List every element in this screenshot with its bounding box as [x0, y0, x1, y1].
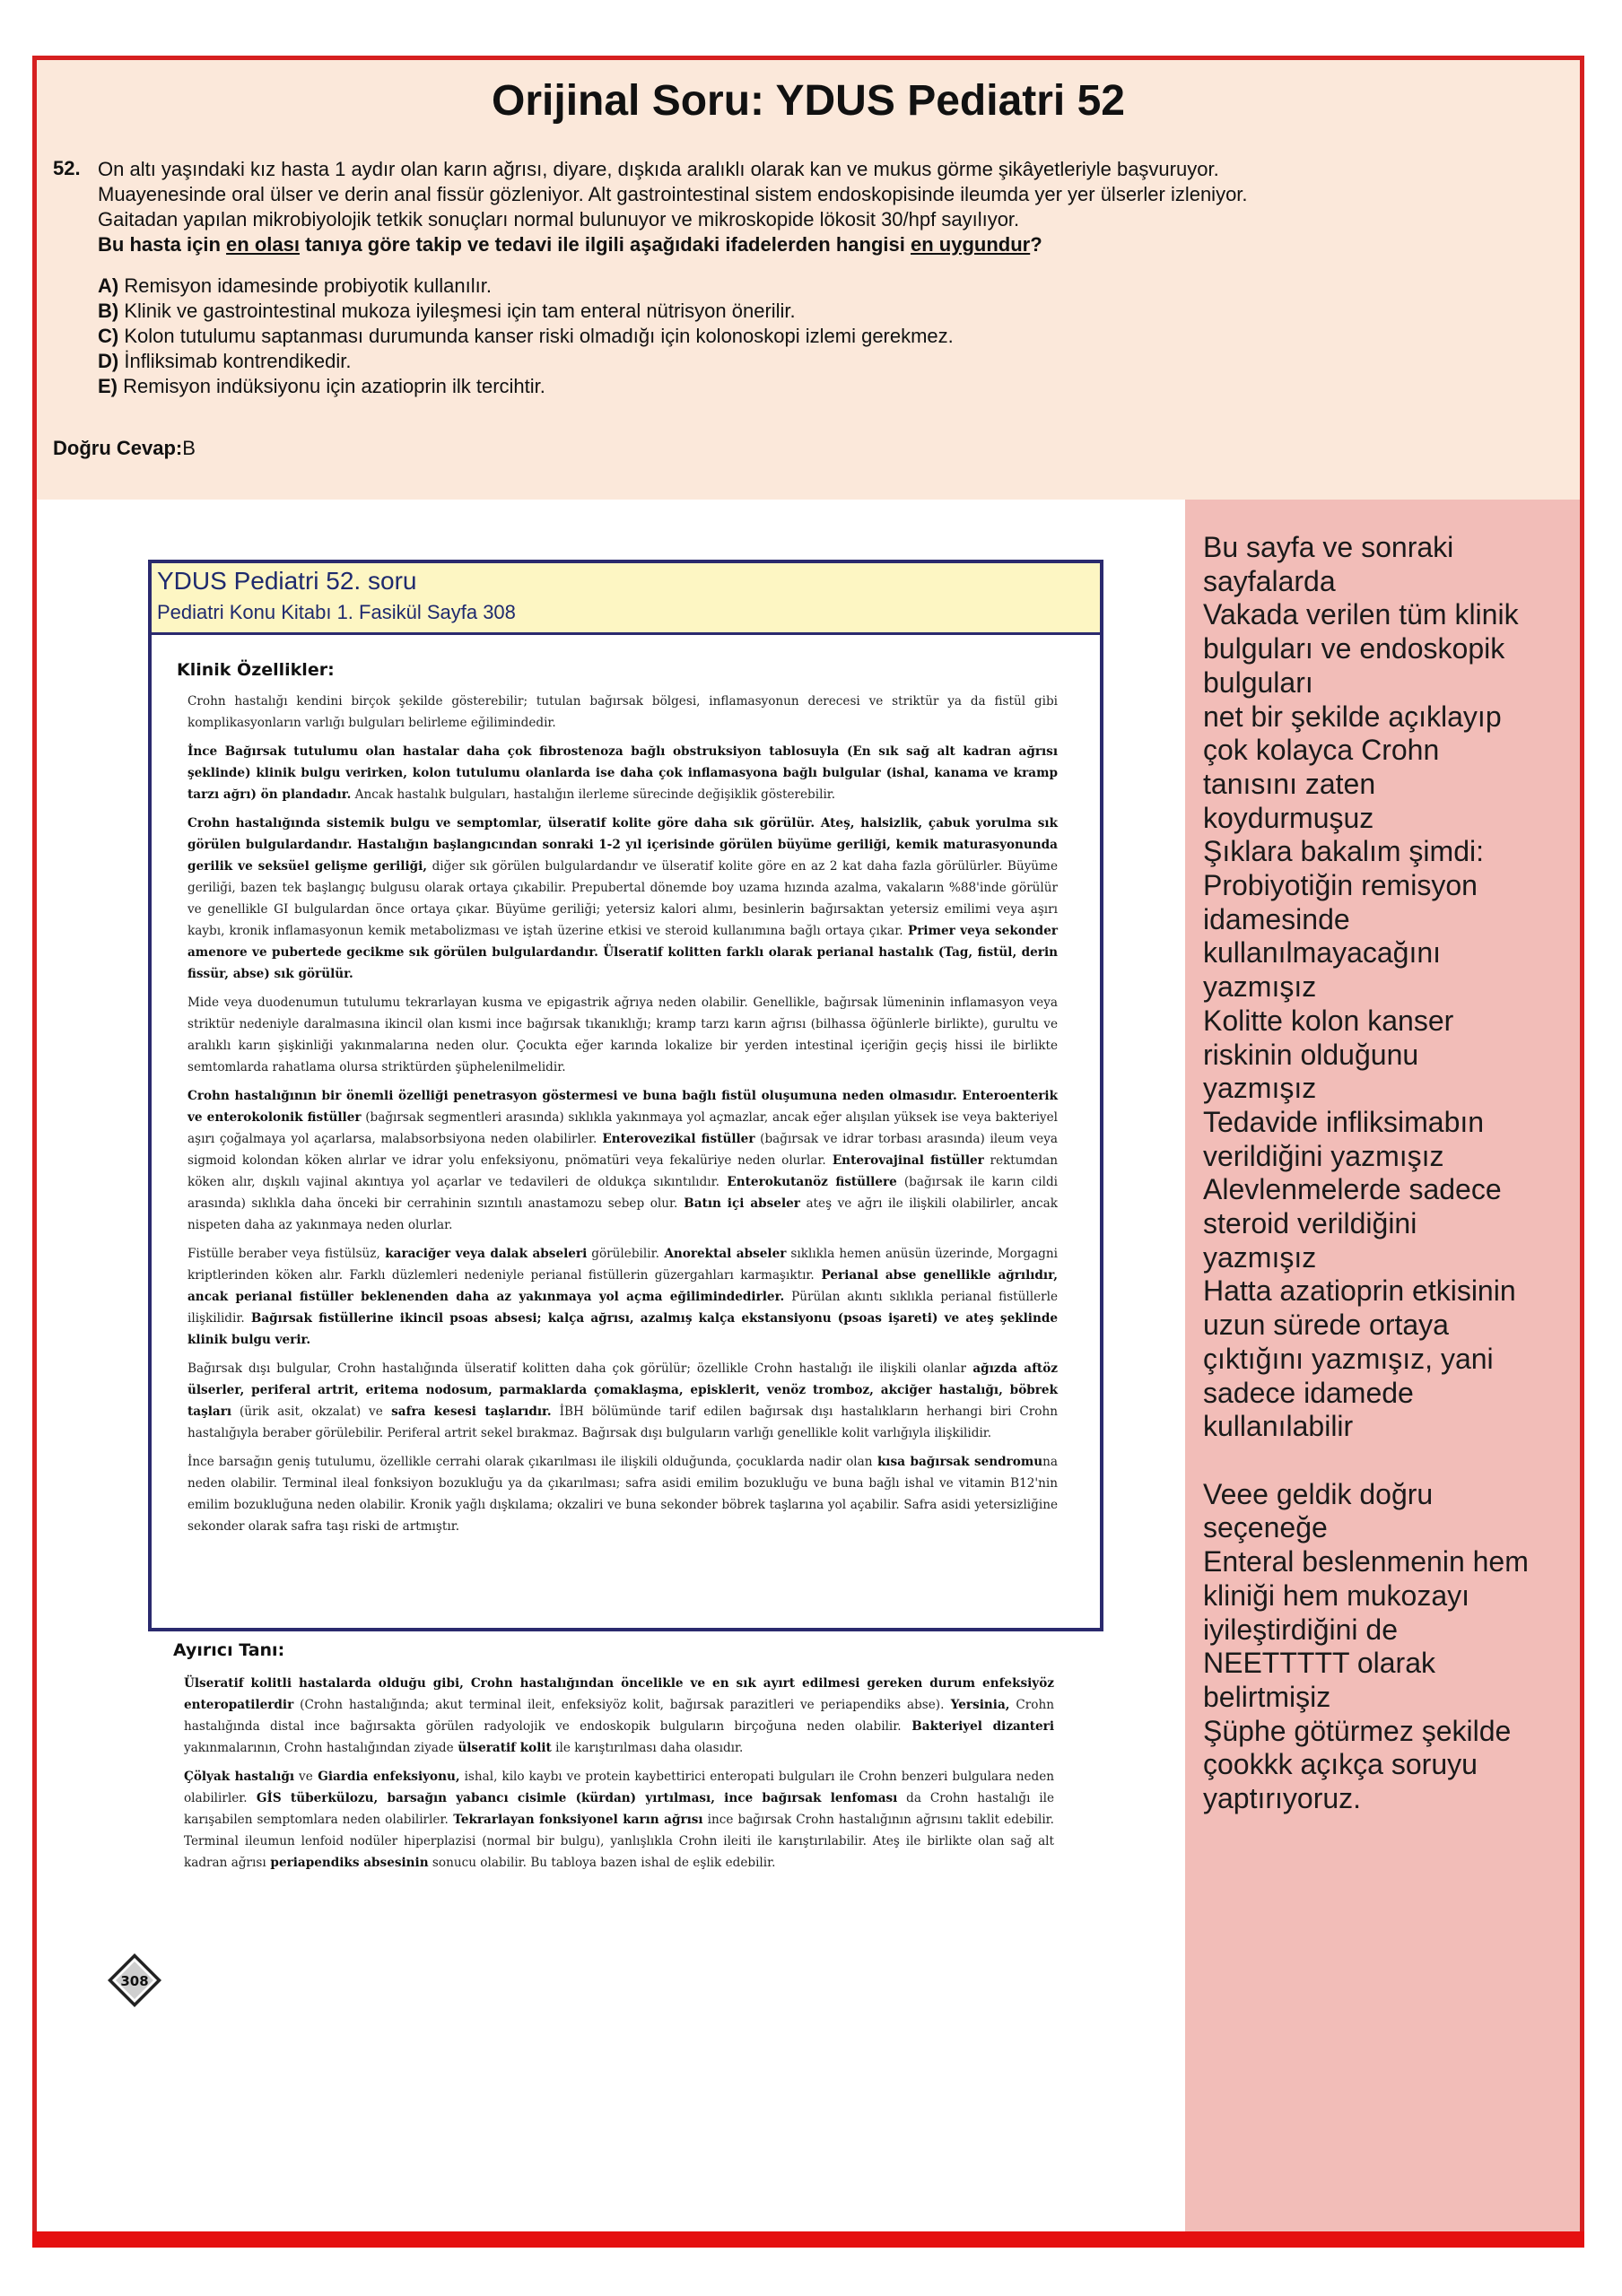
page-number-badge [107, 1952, 162, 2008]
book-paragraph: İnce Bağırsak tutulumu olan hastalar daha çok fibrostenoza bağlı obstruksiyon tablosuyla (En sık sağ alt kadran ağrısı şeklinde) klinik bulgu verirken, kolon tutulumu olanlarda ise daha çok inflamasyona bağlı bulgular (ishal, kanama ve kramp tarzı ağrı) ön plandadır. Ancak hastalık bulguları, hastalığın ilerleme sürecinde değişiklik gösterebilir. [187, 744, 1058, 802]
option-letter: B) [98, 300, 119, 322]
question-line: Gaitadan yapılan mikrobiyolojik tetkik sonuçları normal bulunuyor ve mikroskopide lökosit 30/hpf sayılıyor. [98, 208, 1020, 230]
prompt-underlined: en uygundur [910, 233, 1031, 256]
answer-options [98, 274, 954, 399]
book-paragraph: Ülseratif kolitli hastalarda olduğu gibi, Crohn hastalığından öncelikle ve en sık ayırt edilmesi gereken durum enfeksiyöz enteropatilerdir (Crohn hastalığında; akut terminal ileit, enfeksiyöz kolit, bağırsak parazitleri ve periapendiks abse). Yersinia, Crohn hastalığında distal ince bağırsakta görülen radyolojik ve endoskopik bulguların birçoğuna neden olabilir. Bakteriyel dizanteri yakınmalarının, Crohn hastalığından ziyade ülseratif kolit ile karıştırılması daha olasıdır. [184, 1676, 1054, 1755]
book-paragraph: Crohn hastalığının bir önemli özelliği penetrasyon göstermesi ve buna bağlı fistül oluşumuna neden olmasıdır. Enteroenterik ve enterokolonik fistüller (bağırsak segmentleri arasında) sıklıkla yakınmaya yol açmazlar, ancak eğer alışılan yüksek ise veya bakteriyel aşırı çoğalmaya yol açarlarsa, malabsorbsiyona neden olabilirler. Enterovezikal fistüller (bağırsak ve idrar torbası arasında) ileum veya sigmoid kolondan köken alırlar ve idrar yolu enfeksiyonu, pnömatüri veya fekalüriye neden olurlar. Enterovajinal fistüller rektumdan köken alır, dışkılı vajinal akıntıya yol açarlar ve tedavileri de oldukça sıkıntılıdır. Enterokutanöz fistüllere (bağırsak ile karın cildi arasında) sıklıkla daha önceki bir cerrahinin sızıntılı anastamozu sebep olur. Batın içi abseler ateş ve ağrı ile ilişkili olabilirler, ancak nispeten daha az yakınmaya neden olurlar. [187, 1089, 1058, 1232]
option-text: Klinik ve gastrointestinal mukoza iyileşmesi için tam enteral nütrisyon önerilir. [124, 300, 796, 322]
prompt-part: tanıya göre takip ve tedavi ile ilgili aşağıdaki ifadelerden hangisi [299, 233, 911, 256]
option-letter: D) [98, 350, 119, 372]
commentary-panel [1185, 500, 1580, 2235]
option-text: Remisyon indüksiyonu için azatioprin ilk tercihtir. [123, 375, 545, 397]
correct-answer [53, 437, 196, 460]
page-number: 308 [120, 1973, 149, 1989]
question-number: 52. [53, 157, 81, 179]
book-excerpt-box [148, 560, 1103, 1631]
book-paragraph: Crohn hastalığı kendini birçok şekilde gösterebilir; tutulan bağırsak bölgesi, inflamasyonun derecesi ve striktür ya da fistül gibi komplikasyonların varlığı bulguları belirleme eğilimindedir. [187, 694, 1058, 730]
section-heading: Klinik Özellikler: [177, 660, 335, 680]
option-b [98, 299, 954, 324]
option-letter: A) [98, 274, 119, 297]
question-line: Muayenesinde oral ülser ve derin anal fissür gözleniyor. Alt gastrointestinal sistem endoskopisinde ileumda yer yer ülserler izleniyor. [98, 183, 1248, 205]
option-text: Remisyon idamesinde probiyotik kullanılır. [124, 274, 492, 297]
book-paragraph: İnce barsağın geniş tutulumu, özellikle cerrahi olarak çıkarılması ile ilişkili olduğunda, çocuklarda nadir olan kısa bağırsak sendromuna neden olabilir. Terminal ileal fonksiyon bozukluğu ya da çıkarılması; safra asidi emilim bozukluğu ve buna bağlı ishal ve vitamin B12'nin emilim bozukluğuna neden olabilir. Kronik yağlı dışkılama; okzaliri ve buna sekonder böbrek taşlarına yol açabilir. Safra asidi yetersizliğine sekonder olarak safra taşı riski de artmıştır. [187, 1455, 1059, 1534]
question-section [37, 60, 1580, 500]
book-paragraph: Mide veya duodenumun tutulumu tekrarlayan kusma ve epigastrik ağrıya neden olabilir. Genellikle, bağırsak lümeninin inflamasyon veya striktür nedeniyle daralmasına ikincil olan kısmi ince bağırsak tıkanıklığı; kramp tarzı karın ağrısı (bilhassa öğünlerle birlikte), gurultu ve aralıklı karın şişkinliği yakınmalarına neden olur. Çocukta eğer karında lokalize bir yerden intestinal içeriğin geçiş hissi ile birlikte semtomlarda rahatlama olursa striktürden şüphelenilmelidir. [187, 996, 1058, 1074]
option-letter: E) [98, 375, 118, 397]
option-d [98, 349, 954, 374]
option-c [98, 324, 954, 349]
answer-label: Doğru Cevap: [53, 437, 183, 459]
ayirici-section [173, 1640, 1055, 1881]
bottom-bar [32, 2231, 1584, 2248]
question-prompt [98, 232, 1551, 257]
diamond-icon [107, 1952, 162, 2008]
book-paragraph: Crohn hastalığında sistemik bulgu ve semptomlar, ülseratif kolite göre daha sık görülür. Ateş, halsizlik, çabuk yorulma sık görülen bulgulardandır. Hastalığın başlangıcından sonraki 1-2 yıl içerisinde görülen büyüme geriliği, kemik maturasyonunda gerilik ve seksüel gelişme geriliği, diğer sık görülen bulgulardandır ve ülseratif kolite göre en az 2 kat daha fazla görülürler. Büyüme geriliği, bazen tek başlangıç bulgusu olarak ortaya çıkabilir. Prepubertal dönemde boy uzama hızında azalma, vakaların %88'inde görülür ve genellikle GI bulgulardan önce ortaya çıkar. Büyüme geriliği; yetersiz kalori alımı, besinlerin bağırsaktan yetersiz emilimi veya aşırı kaybı, kronik inflamasyonun kemik metabolizması ve iştah üzerine etkisi ve steroid kullanımına bağlı ortaya çıkar. Primer veya sekonder amenore ve pubertede gecikme sık görülen bulgulardandır. Ülseratif kolitten farklı olarak perianal hastalık (Tag, fistül, derin fissür, abse) sık görülür. [187, 816, 1058, 981]
section-heading: Ayırıcı Tanı: [173, 1640, 285, 1660]
book-paragraph: Fistülle beraber veya fistülsüz, karaciğer veya dalak abseleri görülebilir. Anorektal abseler sıklıkla hemen anüsün üzerinde, Morgagni kriptlerinden köken alır. Farklı düzlemleri nedeniyle perianal fistüllerin güzergahları karmaşıktır. Perianal abse genellikle ağrılıdır, ancak perianal fistüller beklenenden daha az yakınmaya yol açma eğilimindedirler. Pürülan akıntı sıklıkla perianal fistüllerle ilişkilidir. Bağırsak fistüllerine ikincil psoas absesi; kalça ağrısı, azalmış kalça ekstansiyonu (psoas işareti) ve ateş şeklinde klinik bulgu verir. [187, 1247, 1058, 1347]
prompt-underlined: en olası [226, 233, 300, 256]
book-header [152, 563, 1100, 635]
option-text: Kolon tutulumu saptanması durumunda kanser riski olmadığı için kolonoskopi izlemi gerekmez. [124, 325, 954, 347]
option-letter: C) [98, 325, 119, 347]
page-frame [32, 56, 1584, 2244]
book-subtitle: Pediatri Konu Kitabı 1. Fasikül Sayfa 308 [157, 601, 516, 623]
option-a [98, 274, 954, 299]
question-stem [98, 157, 1551, 257]
commentary-text: Bu sayfa ve sonraki sayfalarda Vakada verilen tüm klinik bulguları ve endoskopik bulguları net bir şekilde açıklayıp çok kolayca Crohn tanısını zaten koydurmuşuz Şıklara bakalım şimdi: Probiyotiğin remisyon idamesinde kullanılmayacağını yazmışız Kolitte kolon kanser riskinin olduğunu yazmışız Tedavide infliksimabın verildiğini yazmışız Alevlenmelerde sadece steroid verildiğini yazmışız Hatta azatioprin etkisinin uzun sürede ortaya çıktığını yazmışız, yani sadece idamede kullanılabilir Veee geldik doğru seçeneğe Enteral beslenmenin hem kliniği hem mukozayı iyileştirdiğini de NEETTTTT olarak belirtmişiz Şüphe götürmez şekilde çookkk açıkça soruyu yaptırıyoruz. [1203, 531, 1529, 1815]
book-title: YDUS Pediatri 52. soru [157, 567, 417, 595]
prompt-part: ? [1030, 233, 1042, 256]
page-title: Orijinal Soru: YDUS Pediatri 52 [492, 77, 1125, 125]
book-paragraph: Çölyak hastalığı ve Giardia enfeksiyonu, ishal, kilo kaybı ve protein kaybettirici enteropati bulguları ile Crohn benzeri bulgulara neden olabilirler. GİS tüberkülozu, barsağın yabancı cisimle (kürdan) yırtılması, ince bağırsak lenfoması da Crohn hastalığı ile karışabilen semptomlara neden olabilirler. Tekrarlayan fonksiyonel karın ağrısı ince bağırsak Crohn hastalığının ağrısını taklit edebilir. Terminal ileumun lenfoid nodüler hiperplazisi (normal bir bulgu), yanlışlıkla Crohn ileiti ile karıştırılabilir. Ateş ile birlikte olan sağ alt kadran ağrısı periapendiks absesinin sonucu olabilir. Bu tabloya bazen ishal de eşlik edebilir. [184, 1770, 1055, 1870]
option-e [98, 374, 954, 399]
prompt-part: Bu hasta için [98, 233, 227, 256]
option-text: İnfliksimab kontrendikedir. [124, 350, 352, 372]
book-paragraph: Bağırsak dışı bulgular, Crohn hastalığında ülseratif kolitten daha çok görülür; özellikle Crohn hastalığı ile ilişkili olanlar ağızda aftöz ülserler, periferal artrit, eritema nodosum, parmaklarda çomaklaşma, episklerit, venöz tromboz, akciğer hastalığı, böbrek taşları (ürik asit, okzalat) ve safra kesesi taşlarıdır. İBH bölümünde tarif edilen bağırsak dışı hastalıkların herhangi biri Crohn hastalığıyla beraber görülebilir. Periferal artrit sekel bırakmaz. Bağırsak dışı bulguların varlığı genellikle kolit varlığıyla ilişkilidir. [187, 1361, 1058, 1440]
answer-value: B [182, 437, 196, 459]
question-line: On altı yaşındaki kız hasta 1 aydır olan karın ağrısı, diyare, dışkıda aralıklı olarak kan ve mukus görme şikâyetleriyle başvuruyor. [98, 158, 1219, 180]
klinik-section [177, 660, 1059, 1544]
